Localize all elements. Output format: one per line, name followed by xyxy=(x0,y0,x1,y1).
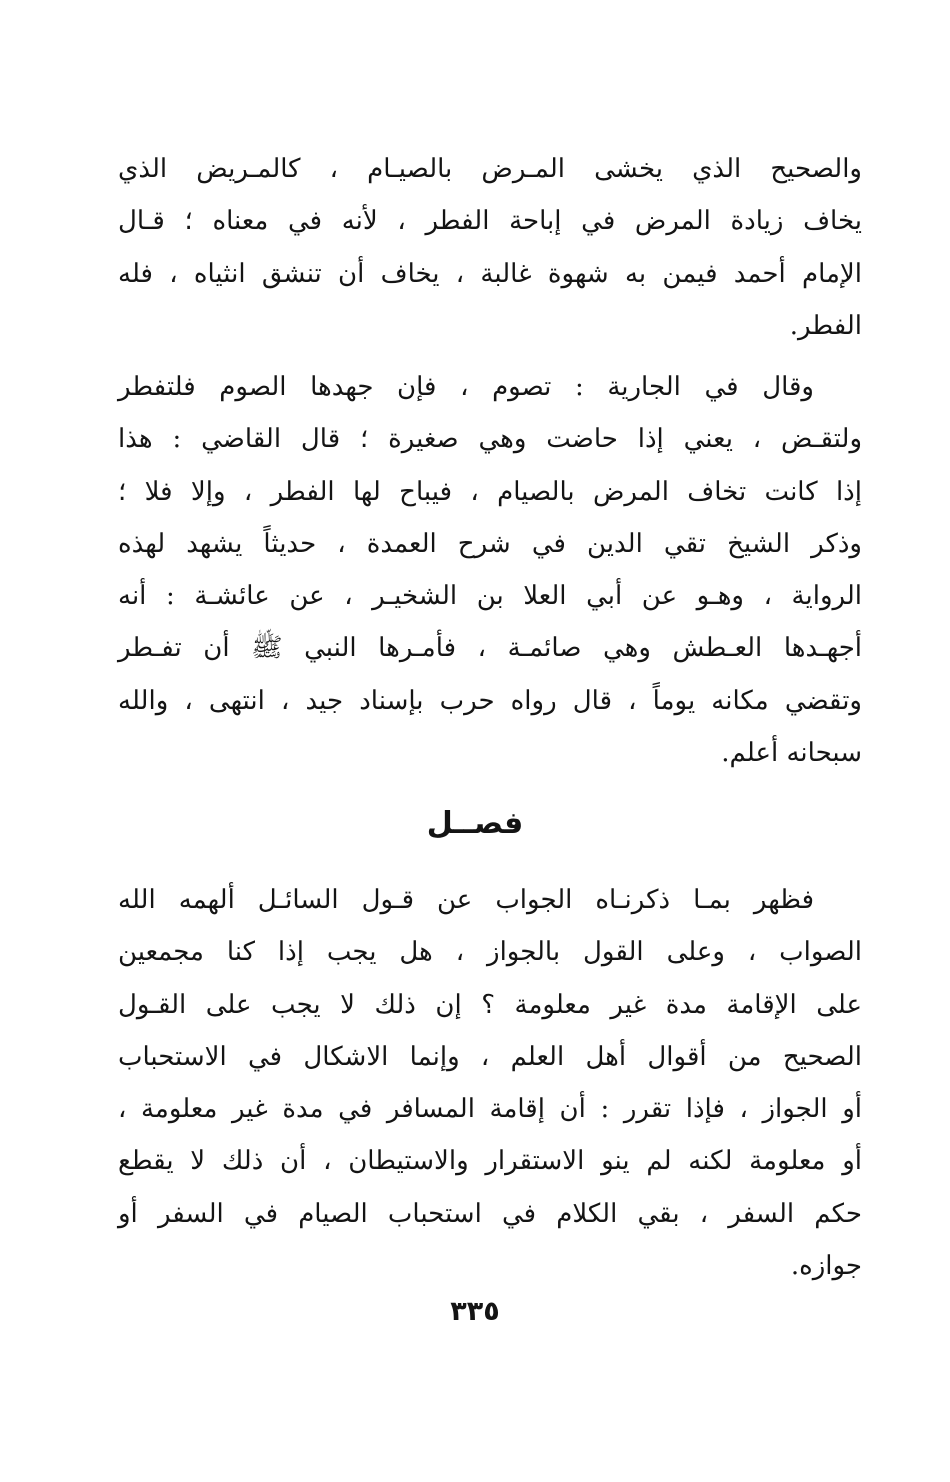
paragraph-2 xyxy=(118,361,862,779)
paragraph-first-line xyxy=(118,874,862,926)
paragraph-line: الصحيح من أقوال أهل العلم ، وإنما الاشكال في الاستحباب xyxy=(118,1041,862,1072)
paragraph-line: إذا كانت تخاف المرض بالصيام ، فيباح لها الفطر ، وإلا فلا ؛ xyxy=(118,476,862,507)
paragraph-line-text: فظهر بمـا ذكرنـاه الجواب عن قـول السائـل ألهمه الله xyxy=(118,885,814,915)
paragraph-line: أو معلومة لكنه لم ينو الاستقرار والاستيطان ، أن ذلك لا يقطع xyxy=(118,1146,862,1177)
paragraph-line: وتقضي مكانه يوماً ، قال رواه حرب بإسناد جيد ، انتهى ، والله xyxy=(118,685,862,716)
paragraph-line: وذكر الشيخ تقي الدين في شرح العمدة ، حديثاً يشهد لهذه xyxy=(118,528,862,559)
paragraph-line: ولتقـض ، يعني إذا حاضت وهي صغيرة ؛ قال القاضي : هذا xyxy=(118,424,862,455)
paragraph-line-text: وقال في الجارية : تصوم ، فإن جهدها الصوم فلتفطر xyxy=(118,372,814,402)
paragraph-line: والصحيح الذي يخشى المـرض بالصيـام ، كالمـريض الذي xyxy=(118,154,862,184)
paragraph-line: على الإقامة مدة غير معلومة ؟ إن ذلك لا يجب على القـول xyxy=(118,989,862,1020)
paragraph-3 xyxy=(118,874,862,1292)
paragraph-line: حكم السفر ، بقي الكلام في استحباب الصيام في السفر أو xyxy=(118,1198,862,1229)
paragraph-line: أجهـدها العـطش وهي صائمـة ، فأمـرها النبي ﷺ أن تفـطر xyxy=(118,633,862,664)
paragraph-line: أو الجواز ، فإذا تقرر : أن إقامة المسافر في مدة غير معلومة ، xyxy=(118,1094,862,1125)
paragraph-1 xyxy=(118,143,862,352)
paragraph-line: يخاف زيادة المرض في إباحة الفطر ، لأنه في معناه ؛ قـال xyxy=(118,206,862,237)
paragraph-line: الفطر. xyxy=(789,310,862,341)
paragraph-line: الإمام أحمد فيمن به شهوة غالبة ، يخاف أن تنشق انثياه ، فله xyxy=(118,258,862,289)
paragraph-line: الرواية ، وهـو عن أبي العلا بن الشخيـر ، عن عائشـة : أنه xyxy=(118,581,862,612)
paragraph-line: جوازه. xyxy=(790,1251,862,1282)
section-heading: فصــل xyxy=(426,806,524,841)
paragraph-line: سبحانه أعلم. xyxy=(721,738,862,769)
paragraph-first-line xyxy=(118,361,862,413)
paragraph-line: الصواب ، وعلى القول بالجواز ، هل يجب إذا كنا مجمعين xyxy=(118,937,862,968)
page-number: ٣٣٥ xyxy=(450,1296,500,1327)
